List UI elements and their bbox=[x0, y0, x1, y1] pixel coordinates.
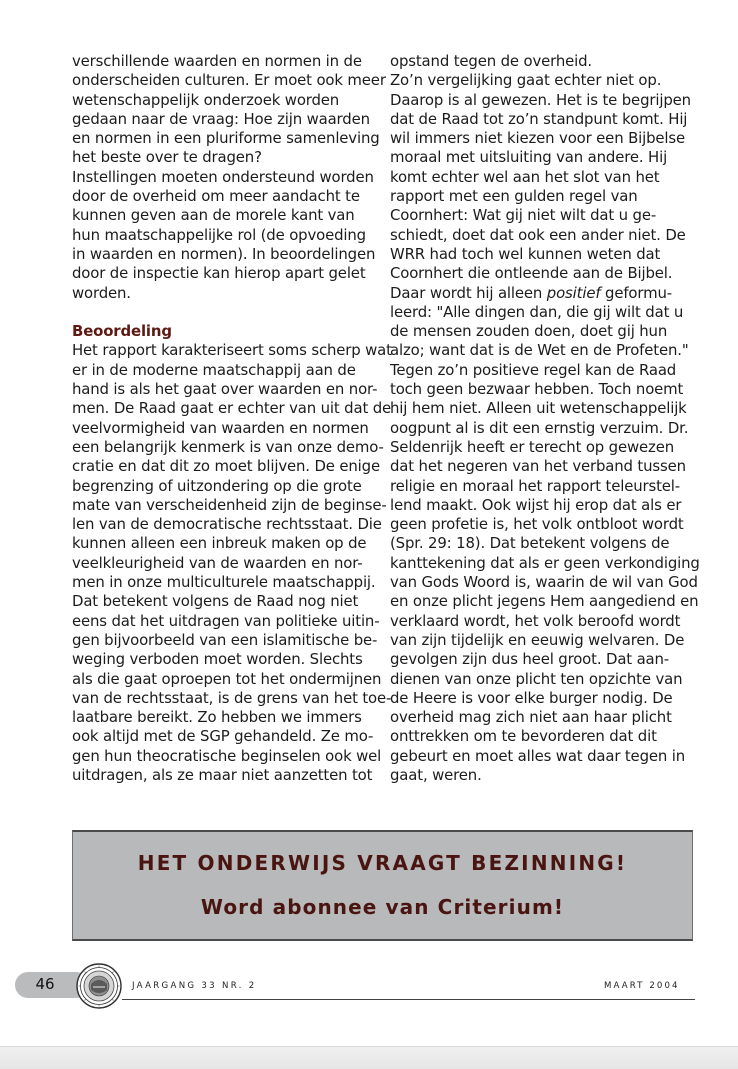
text-line: leerd: "Alle dingen dan, die gij wilt dat u bbox=[390, 302, 684, 321]
text-line: van de rechtsstaat, is de grens van het toe- bbox=[72, 688, 392, 707]
text-line: wil immers niet kiezen voor een Bijbelse bbox=[390, 129, 686, 148]
text-line: de Heere is voor elke burger nodig. De bbox=[390, 688, 673, 707]
text-line: oogpunt al is dit een ernstig verzuim. Dr. bbox=[390, 418, 689, 437]
text-line: lend maakt. Ook wijst hij erop dat als er bbox=[390, 495, 682, 514]
text-line: er in de moderne maatschappij aan de bbox=[72, 360, 356, 379]
text-line: kunnen alleen een inbreuk maken op de bbox=[72, 534, 367, 553]
text-segment: Daar wordt hij alleen bbox=[390, 283, 547, 302]
text-line: verklaard wordt, het volk beroofd wordt bbox=[390, 611, 681, 630]
section-heading: Beoordeling bbox=[72, 322, 172, 341]
text-line: veelvormigheid van waarden en normen bbox=[72, 418, 369, 437]
text-line: verschillende waarden en normen in de bbox=[72, 52, 362, 70]
text-line: weging verboden moet worden. Slechts bbox=[72, 650, 363, 669]
text-line: cratie en dat dit zo moet blijven. De enige bbox=[72, 457, 380, 476]
text-line: geen profetie is, het volk ontbloot wordt bbox=[390, 515, 684, 534]
page-number: 46 bbox=[35, 975, 55, 993]
text-line: len van de democratische rechtsstaat. Die bbox=[72, 515, 382, 534]
footer-date: MAART 2004 bbox=[604, 981, 680, 991]
text-line: laatbare bereikt. Zo hebben we immers bbox=[72, 708, 362, 727]
page-bottom-edge bbox=[0, 1046, 738, 1069]
text-line: opstand tegen de overheid. bbox=[390, 52, 593, 70]
text-line: eens dat het uitdragen van politieke uitin- bbox=[72, 611, 380, 630]
text-line: hand is als het gaat over waarden en nor- bbox=[72, 380, 378, 399]
text-line: Instellingen moeten ondersteund worden bbox=[72, 167, 374, 186]
text-line: gevolgen zijn dus heel groot. Dat aan- bbox=[390, 650, 670, 669]
text-line: wetenschappelijk onderzoek worden bbox=[72, 90, 340, 109]
article-column-right bbox=[390, 52, 700, 785]
text-line: Seldenrijk heeft er terecht op gewezen bbox=[390, 437, 674, 456]
footer-issue: JAARGANG 33 NR. 2 bbox=[132, 981, 257, 991]
text-line: moraal met uitsluiting van andere. Hij bbox=[390, 148, 668, 167]
text-line: onttrekken om te bevorderen dat dit bbox=[390, 727, 657, 746]
text-line: alzo; want dat is de Wet en de Profeten." bbox=[390, 341, 689, 360]
text-segment: geformu- bbox=[600, 283, 672, 302]
text-line: Dat betekent volgens de Raad nog niet bbox=[72, 592, 359, 611]
text-line: begrenzing of uitzondering op die grote bbox=[72, 476, 362, 495]
text-line: Tegen zo’n positieve regel kan de Raad bbox=[390, 360, 677, 379]
text-line: en onze plicht jegens Hem aangediend en bbox=[390, 592, 699, 611]
text-line: men in onze multiculturele maatschappij. bbox=[72, 573, 376, 592]
emphasized-word: positief bbox=[546, 283, 601, 302]
text-line: Coornhert die ontleende aan de Bijbel. bbox=[390, 264, 673, 283]
text-line: en normen in een pluriforme samenleving bbox=[72, 129, 380, 148]
text-line: door de overheid om meer aandacht te bbox=[72, 187, 360, 206]
text-line: van Gods Woord is, waarin de wil van God bbox=[390, 573, 698, 592]
text-line: religie en moraal het rapport teleurstel- bbox=[390, 476, 681, 495]
text-line: gedaan naar de vraag: Hoe zijn waarden bbox=[72, 109, 370, 128]
text-line-with-emphasis bbox=[390, 284, 695, 303]
article-column-left bbox=[72, 52, 392, 785]
text-line: mate van verscheidenheid zijn de beginse- bbox=[72, 495, 387, 514]
text-line: uitdragen, als ze maar niet aanzetten tot bbox=[72, 765, 373, 784]
text-line: Coornhert: Wat gij niet wilt dat u ge- bbox=[390, 206, 657, 225]
text-line: gen bijvoorbeeld van een islamitische be- bbox=[72, 630, 378, 649]
text-line: schiedt, doet dat ook een ander niet. De bbox=[390, 225, 686, 244]
text-line: dienen van onze plicht ten opzichte van bbox=[390, 669, 683, 688]
text-line: kunnen geven aan de morele kant van bbox=[72, 206, 355, 225]
text-line: overheid mag zich niet aan haar plicht bbox=[390, 708, 672, 727]
text-line: gaat, weren. bbox=[390, 765, 482, 784]
text-line: van zijn tijdelijk en eeuwig welvaren. De bbox=[390, 630, 685, 649]
text-line: veelkleurigheid van de waarden en nor- bbox=[72, 553, 363, 572]
paragraph-gap bbox=[72, 303, 372, 322]
banner-subline: Word abonnee van Criterium! bbox=[200, 895, 565, 919]
text-line: de mensen zouden doen, doet gij hun bbox=[390, 322, 668, 341]
text-line: ook altijd met de SGP gehandeld. Ze mo- bbox=[72, 727, 374, 746]
text-line: onderscheiden culturen. Er moet ook meer bbox=[72, 71, 386, 90]
text-line: gebeurt en moet alles wat daar tegen in bbox=[390, 746, 686, 765]
text-line: in waarden en normen). In beoordelingen bbox=[72, 244, 376, 263]
text-line: Zo’n vergelijking gaat echter niet op. bbox=[390, 71, 662, 90]
text-line: hun maatschappelijke rol (de opvoeding bbox=[72, 225, 366, 244]
text-line: worden. bbox=[72, 283, 131, 302]
text-line: komt echter wel aan het slot van het bbox=[390, 167, 660, 186]
subscription-banner bbox=[72, 830, 693, 941]
footer-rule bbox=[122, 999, 695, 1000]
text-line: men. De Raad gaat er echter van uit dat de bbox=[72, 399, 392, 418]
text-line: WRR had toch wel kunnen weten dat bbox=[390, 244, 661, 263]
magazine-seal-emblem-icon bbox=[76, 963, 122, 1009]
text-line: toch geen bezwaar hebben. Toch noemt bbox=[390, 380, 684, 399]
text-line: een belangrijk kenmerk is van onze demo- bbox=[72, 437, 384, 456]
text-line: gen hun theocratische beginselen ook wel bbox=[72, 746, 382, 765]
text-line: dat de Raad tot zo’n standpunt komt. Hij bbox=[390, 109, 688, 128]
text-line: rapport met een gulden regel van bbox=[390, 187, 638, 206]
text-line: dat het negeren van het verband tussen bbox=[390, 457, 686, 476]
text-line: als die gaat oproepen tot het ondermijnen bbox=[72, 669, 382, 688]
text-line: Het rapport karakteriseert soms scherp wat bbox=[72, 341, 392, 360]
text-line: door de inspectie kan hierop apart gelet bbox=[72, 264, 366, 283]
text-line: het beste over te dragen? bbox=[72, 148, 262, 167]
text-line: kanttekening dat als er geen verkondiging bbox=[390, 553, 700, 572]
banner-headline: HET ONDERWIJS VRAAGT BEZINNING! bbox=[137, 851, 628, 875]
text-line: (Spr. 29: 18). Dat betekent volgens de bbox=[390, 534, 670, 553]
text-line: hij hem niet. Alleen uit wetenschappelijk bbox=[390, 399, 687, 418]
text-line: Daarop is al gewezen. Het is te begrijpen bbox=[390, 90, 691, 109]
